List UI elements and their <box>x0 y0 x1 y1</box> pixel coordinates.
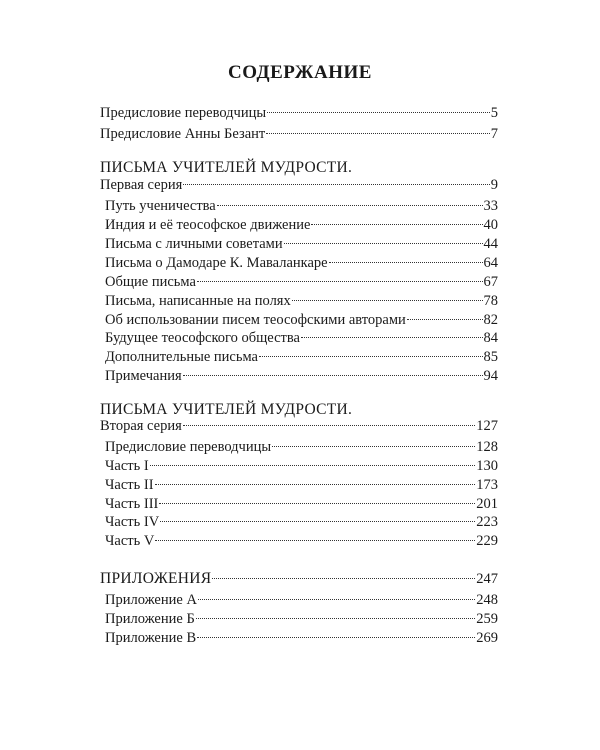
entry-label: Часть I <box>105 458 149 474</box>
page-number: 127 <box>476 418 498 434</box>
entry-label: Приложение А <box>105 592 197 608</box>
toc-entry <box>105 310 498 330</box>
toc-entry <box>105 494 498 514</box>
leader-dots <box>272 446 475 447</box>
entry-label: Общие письма <box>105 274 196 290</box>
toc-entry <box>100 416 498 436</box>
entry-label: Часть III <box>105 496 159 512</box>
entry-label: Письма о Дамодаре К. Маваланкаре <box>105 255 328 271</box>
toc-entry <box>105 347 498 367</box>
toc-entry <box>105 215 498 235</box>
toc-entry <box>105 475 498 495</box>
page-number: 229 <box>476 533 498 549</box>
page-number: 223 <box>476 514 498 530</box>
toc-entry <box>105 253 498 273</box>
section-heading: ПИСЬМА УЧИТЕЛЕЙ МУДРОСТИ. <box>100 401 353 418</box>
leader-dots <box>217 205 483 206</box>
toc-entry <box>105 456 498 476</box>
leader-dots <box>197 637 475 638</box>
leader-dots <box>183 425 475 426</box>
leader-dots <box>212 578 475 579</box>
leader-dots <box>292 300 483 301</box>
toc-entry <box>100 175 498 195</box>
page-number: 85 <box>483 349 498 365</box>
entry-label: Будущее теософского общества <box>105 330 300 346</box>
entry-label: Индия и её теософское движение <box>105 217 311 233</box>
leader-dots <box>267 112 490 113</box>
entry-label: Часть V <box>105 533 155 549</box>
toc-entry <box>105 628 498 648</box>
page-number: 247 <box>476 571 498 587</box>
section-heading: ПИСЬМА УЧИТЕЛЕЙ МУДРОСТИ. <box>100 159 353 176</box>
entry-label: Предисловие Анны Безант <box>100 126 266 142</box>
toc-entry <box>105 328 498 348</box>
toc-entry <box>105 531 498 551</box>
page-number: 173 <box>476 477 498 493</box>
toc-entry <box>105 609 498 629</box>
leader-dots <box>160 521 475 522</box>
toc-entry <box>105 291 498 311</box>
toc-entry <box>105 366 498 386</box>
entry-label: Об использовании писем теософскими авторами <box>105 312 406 328</box>
leader-dots <box>301 337 483 338</box>
page-number: 248 <box>476 592 498 608</box>
toc-entry <box>100 569 498 589</box>
page-number: 7 <box>490 126 498 142</box>
toc-entry <box>105 272 498 292</box>
entry-label: Путь ученичества <box>105 198 216 214</box>
toc-entry <box>105 196 498 216</box>
leader-dots <box>266 133 490 134</box>
leader-dots <box>155 484 476 485</box>
page-number: 40 <box>483 217 498 233</box>
entry-label: Дополнительные письма <box>105 349 258 365</box>
toc-entry <box>100 124 498 144</box>
leader-dots <box>284 243 483 244</box>
page-number: 128 <box>476 439 498 455</box>
page-number: 82 <box>483 312 498 328</box>
entry-label: Первая серия <box>100 177 183 193</box>
toc-entry <box>105 437 498 457</box>
toc-entry <box>105 234 498 254</box>
page-number: 44 <box>483 236 498 252</box>
leader-dots <box>311 224 482 225</box>
leader-dots <box>155 540 475 541</box>
entry-label: Вторая серия <box>100 418 182 434</box>
leader-dots <box>196 618 475 619</box>
entry-label: Часть II <box>105 477 154 493</box>
page-number: 67 <box>483 274 498 290</box>
page-number: 259 <box>476 611 498 627</box>
page-number: 33 <box>483 198 498 214</box>
leader-dots <box>150 465 476 466</box>
leader-dots <box>259 356 483 357</box>
page-number: 130 <box>476 458 498 474</box>
entry-label: Часть IV <box>105 514 160 530</box>
leader-dots <box>159 503 475 504</box>
page-number: 64 <box>483 255 498 271</box>
entry-label: Приложение В <box>105 630 197 646</box>
entry-label: Письма с личными советами <box>105 236 283 252</box>
page-number: 84 <box>483 330 498 346</box>
page-title: СОДЕРЖАНИЕ <box>228 62 372 83</box>
leader-dots <box>198 599 475 600</box>
toc-entry <box>100 103 498 123</box>
page-number: 201 <box>476 496 498 512</box>
toc-entry <box>105 590 498 610</box>
entry-label: Приложение Б <box>105 611 195 627</box>
entry-label: Предисловие переводчицы <box>100 105 267 121</box>
page-number: 94 <box>483 368 498 384</box>
page-number: 5 <box>490 105 498 121</box>
entry-label: Примечания <box>105 368 182 384</box>
leader-dots <box>329 262 483 263</box>
page-number: 269 <box>476 630 498 646</box>
page-number: 9 <box>490 177 498 193</box>
entry-label: Предисловие переводчицы <box>105 439 272 455</box>
section-heading: ПРИЛОЖЕНИЯ <box>100 570 212 587</box>
leader-dots <box>407 319 483 320</box>
toc-entry <box>105 512 498 532</box>
leader-dots <box>183 375 483 376</box>
page-number: 78 <box>483 293 498 309</box>
leader-dots <box>197 281 483 282</box>
entry-label: Письма, написанные на полях <box>105 293 291 309</box>
leader-dots <box>183 184 489 185</box>
